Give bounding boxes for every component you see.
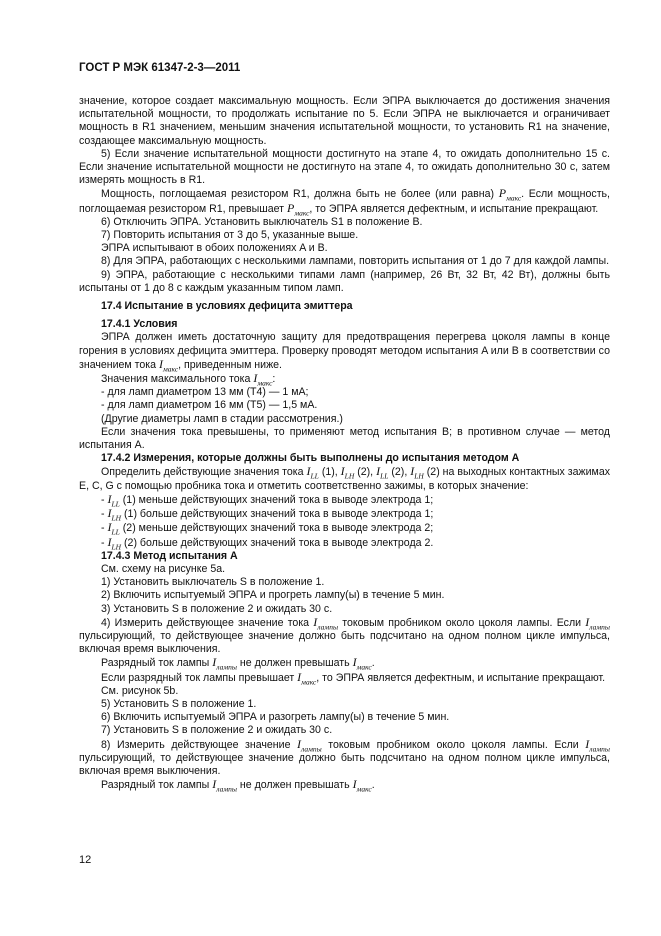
symbol-i-max: $I_{макс}$ <box>159 356 179 374</box>
list-item: 1) Установить выключатель S в положение 1. <box>101 576 325 589</box>
symbol-p-max: $P_{макс}$ <box>286 200 310 218</box>
paragraph: 5) Если значение испытательной мощности достигнуто на этапе 4, то ожидать дополнительно 15 с. Если значение испытательной мощности не достигнуто на этапе 4, то ожидать дополнительно 30 с, затем измерять мощность в R1. <box>79 147 610 187</box>
list-item: 3) Установить S в положение 2 и ожидать 30 с. <box>101 602 333 615</box>
list-item: 7) Установить S в положение 2 и ожидать 30 с. <box>101 724 333 737</box>
section-heading-17-4: 17.4 Испытание в условиях дефицита эмиттера <box>101 300 353 313</box>
paragraph: Определить действующие значения тока $I_{LL}$ (1), $I_{LH}$ (2), $I_{LL}$ (2), $I_{LH}$ (2) на выходных контактных зажимах E, C, G с помощью пробника тока и отметить соответственно зажимы, в которых значение: <box>79 464 611 492</box>
list-item: 8) Для ЭПРА, работающих с несколькими лампами, повторить испытания от 1 до 7 для каждой лампы. <box>101 255 610 268</box>
list-item: - $I_{LL}$ (1) меньше действующих значений тока в выводе электрода 1; <box>101 491 434 509</box>
paragraph: ЭПРА испытывают в обоих положениях A и B. <box>101 242 328 255</box>
list-item: - для ламп диаметром 16 мм (T5) — 1,5 мА. <box>101 399 318 412</box>
paragraph: См. схему на рисунке 5a. <box>101 562 226 575</box>
paragraph: Если значения тока превышены, то применяют метод испытания B; в противном случае — метод испытания A. <box>79 425 610 452</box>
list-item: - $I_{LL}$ (2) меньше действующих значений тока в выводе электрода 2; <box>101 520 434 537</box>
list-item: 8) Измерить действующее значение $I_{лампы}$ токовым пробником около цоколя лампы. Если $I_{лампы}$ пульсирующий, то действующее значение должно быть подсчитано на одном полном цикле импульса, включая время выключения. <box>79 736 611 777</box>
paragraph: См. рисунок 5b. <box>101 684 179 697</box>
list-item: 2) Включить испытуемый ЭПРА и прогреть лампу(ы) в течение 5 мин. <box>101 589 445 602</box>
document-body <box>79 95 610 792</box>
page-number: 12 <box>79 854 92 866</box>
section-heading-17-4-1: 17.4.1 Условия <box>101 318 178 331</box>
paragraph: Разрядный ток лампы $I_{лампы}$ не должен превышать $I_{макс}$. <box>101 655 375 672</box>
paragraph: значение, которое создает максимальную мощность. Если ЭПРА выключается до достижения значения испытательной мощности, то продолжать испытание по 5. Если ЭПРА не выключается и ограничивает мощность в R1 значением, меньшим значения испытательной мощности, то установить R1 на значение, создающее максимальную мощность. <box>79 95 610 147</box>
list-item: 7) Повторить испытания от 3 до 5, указанные выше. <box>101 229 359 242</box>
paragraph: Значения максимального тока $I_{макс}$: <box>101 371 276 388</box>
list-item: 5) Установить S в положение 1. <box>101 697 257 710</box>
list-item: - $I_{LH}$ (2) больше действующих значений тока в выводе электрода 2. <box>101 534 434 551</box>
paragraph: (Другие диаметры ламп в стадии рассмотрения.) <box>101 412 343 425</box>
paragraph: Если разрядный ток лампы превышает $I_{макс}$, то ЭПРА является дефектным, и испытание прекращают. <box>101 669 606 686</box>
list-item: - $I_{LH}$ (1) больше действующих значений тока в выводе электрода 1; <box>101 506 434 523</box>
list-item: 6) Включить испытуемый ЭПРА и разогреть лампу(ы) в течение 5 мин. <box>101 711 450 724</box>
paragraph: ЭПРА должен иметь достаточную защиту для предотвращения перегрева цоколя лампы в конце горения в условиях дефицита эмиттера. Проверку проводят методом испытания A или B в соответствии со значением тока $I_{макс}$, приведенным ниже. <box>79 331 610 374</box>
symbol-p-max: $P_{макс}$ <box>498 186 522 203</box>
list-item: 4) Измерить действующее значение тока $I_{лампы}$ токовым пробником около цоколя лампы. Если $I_{лампы}$ пульсирующий, то действующее значение должно быть подсчитано на одном полном цикле импульса, включая время выключения. <box>79 614 610 656</box>
list-item: - для ламп диаметром 13 мм (T4) — 1 мА; <box>101 386 309 399</box>
paragraph: Разрядный ток лампы $I_{лампы}$ не должен превышать $I_{макс}$. <box>101 777 375 794</box>
page-header-title: ГОСТ Р МЭК 61347-2-3—2011 <box>79 62 241 74</box>
section-heading-17-4-2: 17.4.2 Измерения, которые должны быть выполнены до испытания методом A <box>101 452 520 465</box>
section-heading-17-4-3: 17.4.3 Метод испытания A <box>101 549 238 562</box>
symbol-i-max: $I_{макс}$ <box>253 371 273 388</box>
list-item: 9) ЭПРА, работающие с несколькими типами ламп (например, 26 Вт, 32 Вт, 42 Вт), должны быть испытаны от 1 до 8 с каждым указанным типом ламп. <box>79 268 610 294</box>
list-item: 6) Отключить ЭПРА. Установить выключатель S1 в положение B. <box>101 215 423 228</box>
paragraph: Мощность, поглощаемая резистором R1, должна быть не более (или равна) $P_{макс}$. Если мощность, поглощаемая резистором R1, превышает $P_{макс}$, то ЭПРА является дефектным, и испытание прекращают. <box>79 186 611 218</box>
